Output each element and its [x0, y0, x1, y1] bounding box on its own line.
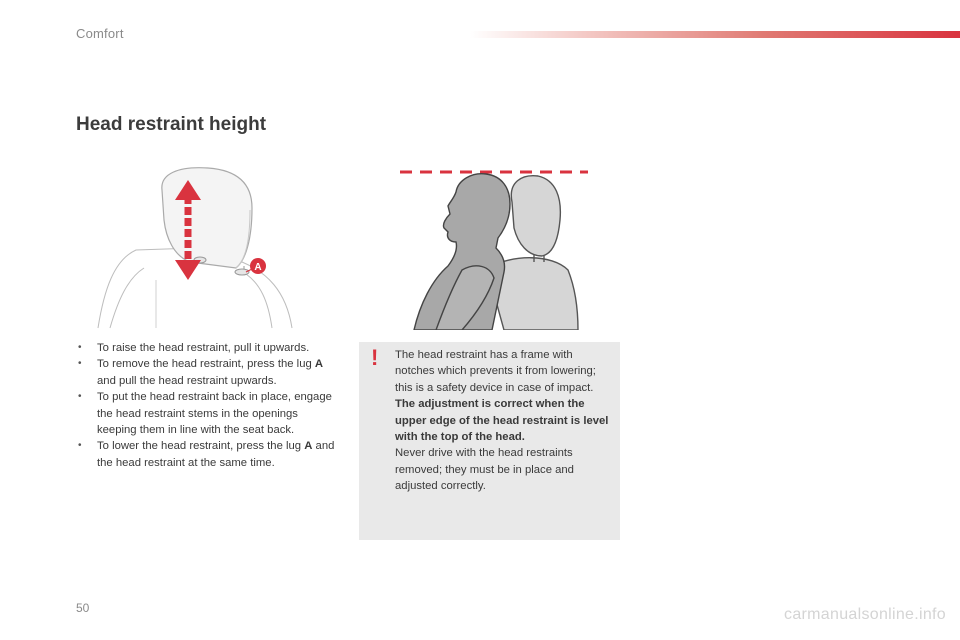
page-title: Head restraint height [76, 114, 267, 135]
instruction-item [78, 389, 340, 438]
watermark-text: carmanualsonline.info [784, 606, 946, 623]
bullet-icon: • [78, 391, 82, 403]
instruction-text: To remove the head restraint, press the lug [97, 358, 315, 371]
instruction-text: To put the head restraint back in place, engage the head restraint stems in the openings keeping them in line with the seat back. [97, 391, 332, 437]
bullet-icon: • [78, 342, 82, 353]
note-paragraph-never-drive: Never drive with the head restraints removed; they must be in place and adjusted correctly. [395, 447, 574, 493]
note-paragraph-adjustment: The adjustment is correct when the upper edge of the head restraint is level with the top of the head. [395, 398, 609, 444]
warning-note-text [395, 347, 609, 495]
instruction-list [78, 340, 340, 471]
section-label: Comfort [76, 26, 124, 41]
instruction-text: A [304, 440, 313, 453]
head-level-illustration [392, 158, 620, 330]
instruction-text: To lower the head restraint, press the lug [97, 440, 305, 453]
instruction-item [78, 356, 340, 389]
header-accent-bar [470, 31, 960, 38]
page-number: 50 [76, 601, 90, 615]
bullet-icon: • [78, 358, 82, 370]
instruction-text: and the head restraint at the same time. [97, 440, 335, 469]
lug-a-label: A [254, 262, 262, 273]
instruction-item [78, 438, 340, 471]
instruction-text: To raise the head restraint, pull it upwards. [97, 342, 310, 354]
warning-note-box [359, 342, 620, 540]
bullet-icon: • [78, 440, 82, 452]
instruction-text: and pull the head restraint upwards. [97, 374, 277, 387]
warning-exclamation-icon: ! [371, 345, 379, 370]
instruction-text: A [314, 358, 324, 371]
instruction-item [78, 340, 340, 356]
head-restraint-adjust-illustration [96, 160, 296, 330]
note-paragraph-frame: The head restraint has a frame with notches which prevents it from lowering; this is a safety device in case of impact. [395, 349, 596, 394]
